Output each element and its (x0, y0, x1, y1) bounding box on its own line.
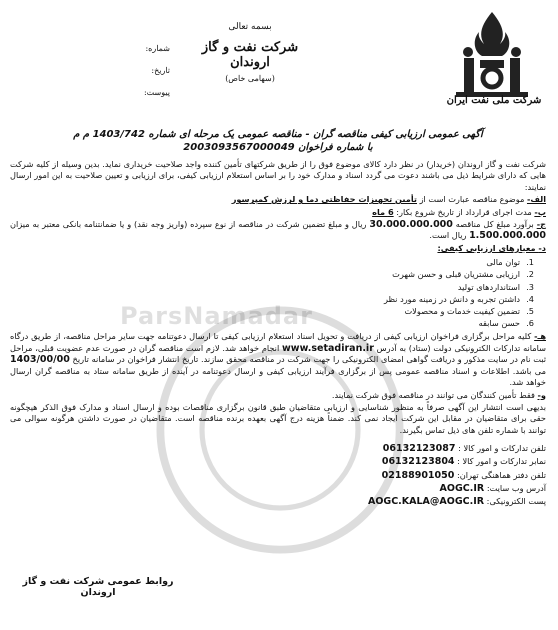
letterhead-title (195, 22, 305, 83)
contact-row (10, 495, 546, 508)
criteria-text: داشتن تجربه و دانش در زمینه مورد نظر (383, 293, 520, 304)
section-a-subject: تأمین تجهیزات حفاظتی دما و لرزش کمپرسور (231, 194, 417, 205)
criteria-number: 2. (526, 269, 534, 280)
section-v (10, 390, 546, 401)
notice-intro: شرکت نفت و گاز اروندان (خریدار) در نظر دارد کالای موضوع فوق را از طریق شرکتهای تأمین کننده واجد صلاحیت خریداری نماید. بدین وسیله از کلیه شرکت هایی که دارای شرایط ذیل می باشند دعوت می گردد اسناد و مدارک خود را بر اساس استعلام ارزیابی کیفی، برای ارزیابی و تعیین صلاحیت به این امور ارسال نمایند: (10, 159, 546, 192)
company-type: (سهامی خاص) (225, 74, 275, 83)
section-c-text1: برآورد مبلغ کل مناقصه (452, 219, 537, 230)
section-c-text3: ریال است. (429, 230, 470, 241)
section-d (10, 243, 546, 254)
publish-date: 1403/00/00 (10, 354, 70, 366)
contact-label: پست الکترونیکی: (484, 495, 546, 506)
notice-body (10, 128, 546, 508)
criteria-text: استانداردهای تولید (457, 281, 520, 292)
section-b-duration: 6 ماه (372, 206, 394, 217)
list-item (10, 281, 534, 293)
section-d-title: معیارهای ارزیابی کیفی: (437, 242, 539, 253)
section-b-label: ب- (534, 206, 546, 217)
list-item (10, 256, 534, 268)
number-field-label: شماره: (145, 44, 170, 53)
section-h-label: هـ- (534, 331, 546, 342)
criteria-number: 6. (526, 318, 534, 329)
criteria-text: توان مالی (486, 257, 520, 268)
website-link[interactable]: AOGC.IR (439, 482, 485, 494)
section-c-label: ج- (536, 219, 546, 230)
contact-row (10, 469, 546, 482)
criteria-number: 3. (526, 281, 534, 292)
criteria-number: 5. (526, 306, 534, 317)
section-a-label: الف- (526, 194, 546, 205)
letterhead-fields (100, 38, 170, 104)
notice-call-number: با شماره فراخوان 2003093567000049 (183, 142, 373, 153)
section-a (10, 194, 546, 205)
bismillah: بسمه تعالی (228, 22, 272, 32)
watermark-text: ParsNamadar (120, 302, 313, 330)
section-h-text1: کلیه مراحل برگزاری فراخوان ارزیابی کیفی از دریافت و تحویل اسناد استعلام ارزیابی کیفی تا ارسال دعوتنامه جهت سایر مراحل مناقصه، از طریق درگاه سامانه تدارکات الکترونیکی دولت (ستاد) به آدرس (10, 331, 547, 353)
contact-row (10, 482, 546, 495)
contact-row (10, 442, 546, 455)
criteria-number: 4. (526, 293, 534, 304)
contact-label: آدرس وب سایت: (484, 482, 546, 493)
list-item (10, 305, 534, 317)
section-h (10, 331, 546, 388)
procurement-phone[interactable]: 06132123087 (382, 443, 456, 455)
notice-title: آگهی عمومی ارزیابی کیفی مناقصه گران - مناقصه عمومی یک مرحله ای شماره 1403/742 م م (73, 129, 483, 140)
setad-link[interactable]: www.setadiran.ir (282, 342, 374, 354)
section-v-label: و- (537, 389, 546, 400)
section-c-text2: ریال و مبلغ تضمین شرکت در مناقصه از نوع سپرده (واریز وجه نقد) و یا ضمانتنامه بانکی معتبر به میزان (10, 219, 370, 230)
section-d-label: د- (538, 242, 546, 253)
criteria-text: ارزیابی مشتریان قبلی و حسن شهرت (392, 269, 520, 280)
contact-list (10, 442, 546, 508)
procurement-fax: 06132123804 (381, 456, 455, 468)
section-v-text: فقط تأمین کنندگان می توانند در مناقصه فوق شرکت نمایند. (331, 389, 538, 400)
list-item (10, 268, 534, 280)
criteria-text: تضمین کیفیت خدمات و محصولات (404, 306, 520, 317)
list-item (10, 293, 534, 305)
contact-label: تلفن دفتر هماهنگی تهران: (454, 469, 546, 480)
email-link[interactable]: AOGC.KALA@AOGC.IR (367, 495, 485, 507)
contact-label: نمابر تدارکات و امور کالا : (454, 456, 546, 467)
section-b (10, 207, 546, 218)
criteria-text: حسن سابقه (478, 318, 520, 329)
logo-caption: شرکت ملی نفت ایران (446, 95, 542, 106)
tehran-office-phone[interactable]: 02188901050 (381, 469, 455, 481)
contact-row (10, 455, 546, 468)
date-field-label: تاریخ: (151, 66, 170, 75)
list-item (10, 317, 534, 329)
section-a-text: موضوع مناقصه عبارت است از (417, 194, 527, 205)
section-c-estimate: 30.000.000.000 (369, 219, 453, 231)
section-c (10, 219, 546, 242)
contact-label: تلفن تدارکات و امور کالا : (455, 443, 546, 454)
criteria-number: 1. (526, 257, 534, 268)
attachment-field-label: پیوست: (143, 88, 170, 97)
section-b-text: مدت اجرای قرارداد از تاریخ شروع بکار: (393, 206, 535, 217)
section-c-guarantee: 1.500.000.000 (469, 230, 546, 242)
section-h-text2: انجام خواهد شد. لازم است مناقصه گران در صورت عدم عضویت قبلی، مراحل ثبت نام در سایت مذکور و دریافت گواهی امضای الکترونیکی را جهت شرکت در مناقصه محقق سازند. تاریخ انتشار فراخوان در سامانه تاریخ (10, 342, 546, 365)
closing-paragraph: بدیهی است انتشار این آگهی صرفاً به منظور شناسایی و ارزیابی متقاضیان طبق قانون برگزاری مناقصات بوده و ارسال اسناد و مدارک فوق الذکر هیچگونه حقی برای متقاضیان در مقابل این شرکت ایجاد نمی کند. ضمناً هزینه درج آگهی بعهده برنده مناقصه است. متقاضیان در صورت داشتن هرگونه سوالی می توانند با شماره تلفن های ذیل تماس بگیرند. (10, 401, 546, 435)
criteria-list (10, 256, 546, 329)
public-relations-signature: روابط عمومی شرکت نفت و گاز اروندان (22, 576, 174, 598)
company-name: شرکت نفت و گاز اروندان (201, 40, 299, 70)
section-h-text3: می باشد. اطلاعات و اسناد مناقصه عمومی پس از برگزاری فرآیند ارزیابی کیفی و ارسال دعوتنامه در آینده از طریق سامانه ستاد به مناقصه گران ارسال خواهد شد. (10, 365, 546, 388)
